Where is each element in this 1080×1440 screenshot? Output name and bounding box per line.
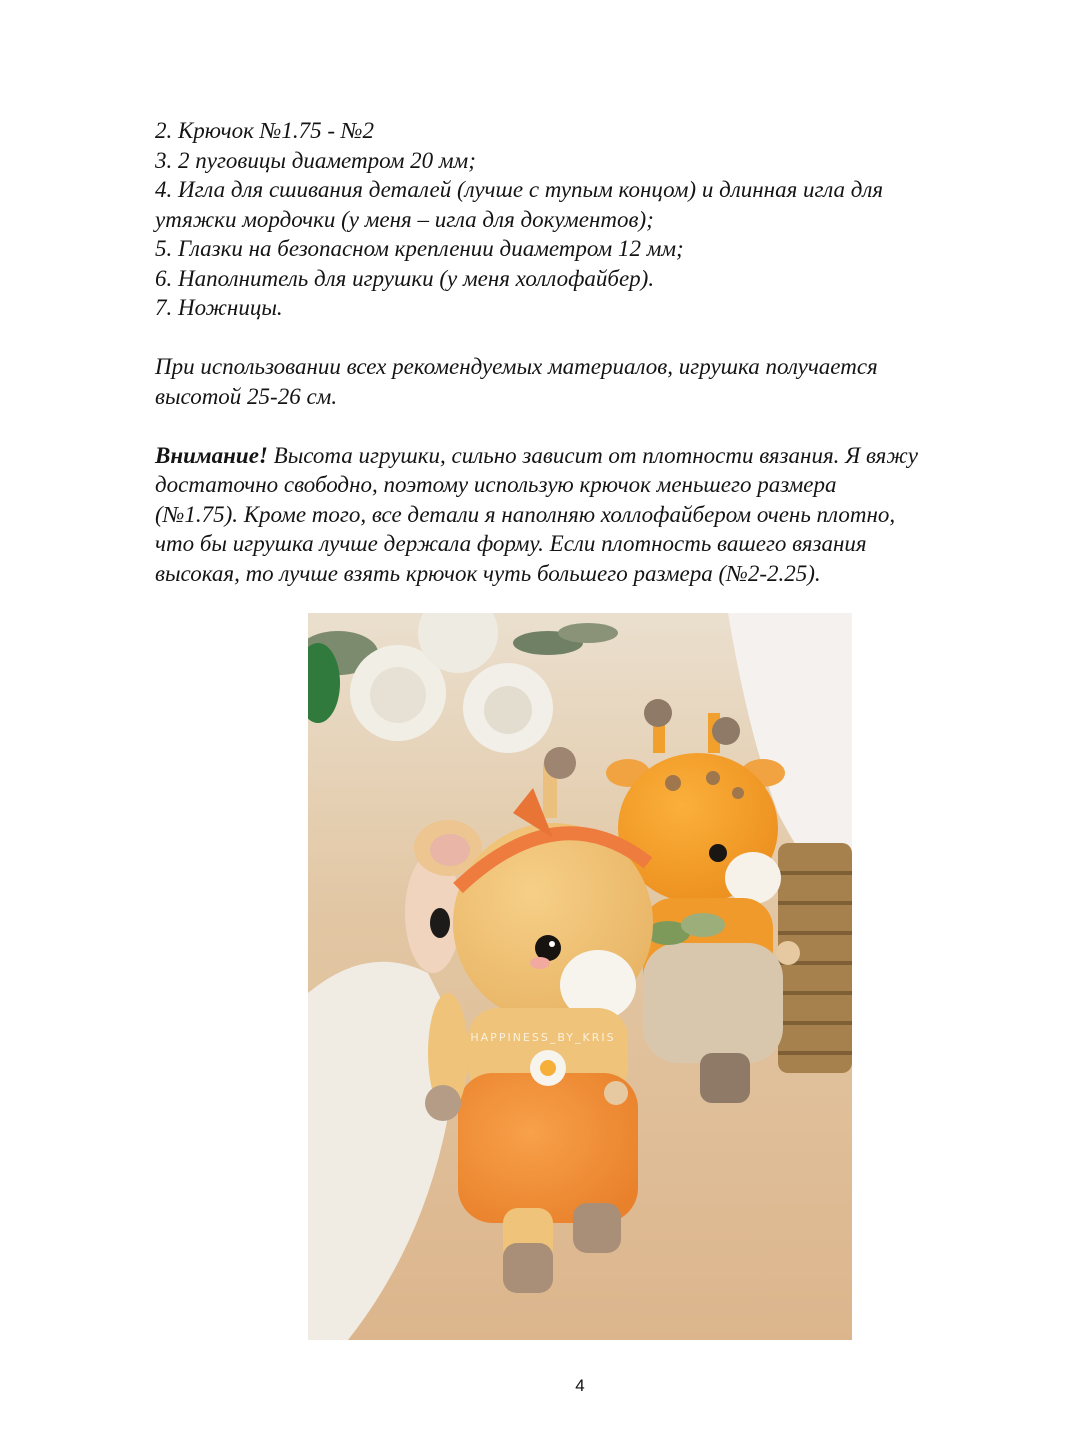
- giraffe-toys-photo: [308, 613, 852, 1340]
- photo-watermark: HAPPINESS_BY_KRIS: [470, 1031, 616, 1044]
- list-item: 5. Глазки на безопасном креплении диаметром 12 мм;: [155, 236, 684, 261]
- list-item: 7. Ножницы.: [155, 295, 283, 320]
- height-note-line: высотой 25-26 см.: [155, 383, 338, 409]
- attention-line: что бы игрушка лучше держала форму. Если плотность вашего вязания: [155, 531, 867, 556]
- list-item: утяжки мордочки (у меня – игла для документов);: [155, 206, 654, 232]
- attention-text: Высота игрушки, сильно зависит от плотности вязания. Я вяжу: [267, 442, 918, 468]
- height-note: [155, 352, 1015, 411]
- attention-line: достаточно свободно, поэтому использую крючок меньшего размера: [155, 472, 837, 497]
- attention-label: Внимание!: [155, 442, 268, 468]
- attention-paragraph: [155, 441, 1015, 589]
- height-note-line: При использовании всех рекомендуемых материалов, игрушка получается: [155, 354, 878, 379]
- materials-list: [155, 116, 1015, 323]
- list-item: 4. Игла для сшивания деталей (лучше с тупым концом) и длинная игла для: [155, 177, 884, 202]
- list-item: 3. 2 пуговицы диаметром 20 мм;: [155, 147, 476, 173]
- attention-line: (№1.75). Кроме того, все детали я наполняю холлофайбером очень плотно,: [155, 501, 896, 527]
- attention-line: [155, 441, 1015, 471]
- attention-line: высокая, то лучше взять крючок чуть большего размера (№2-2.25).: [155, 560, 821, 586]
- page-number: 4: [575, 1376, 585, 1395]
- list-item: 6. Наполнитель для игрушки (у меня холлофайбер).: [155, 265, 655, 291]
- list-item: 2. Крючок №1.75 - №2: [155, 118, 374, 143]
- paragraph-gap: [155, 323, 1015, 353]
- paragraph-gap: [155, 411, 1015, 441]
- instructions-text: [155, 116, 1015, 588]
